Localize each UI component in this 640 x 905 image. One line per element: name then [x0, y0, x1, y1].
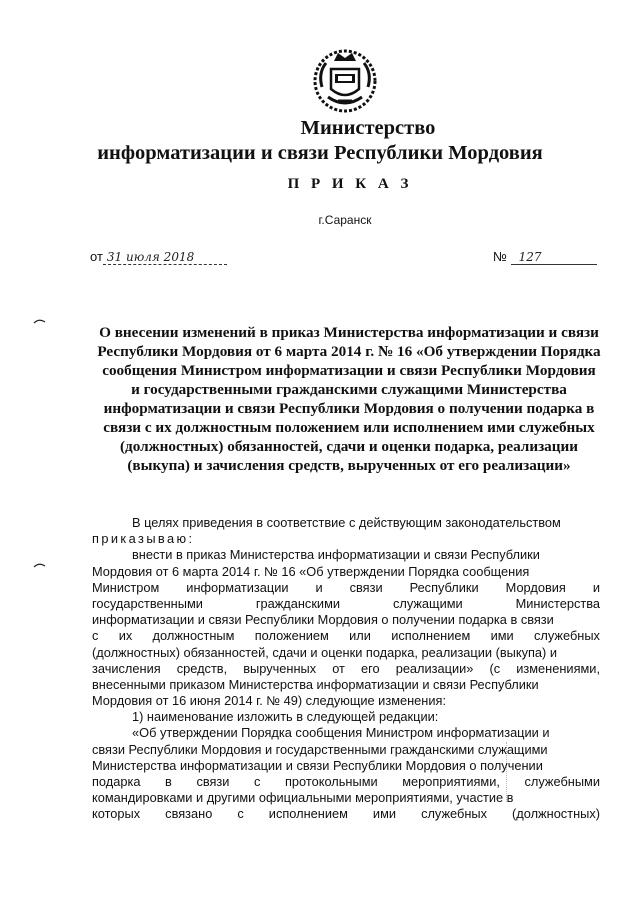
handwritten-date: 31 июля 2018	[103, 250, 227, 265]
order-title	[93, 323, 605, 475]
body-word: с	[92, 628, 99, 644]
document-type: П Р И К А З	[287, 176, 413, 192]
body-word: служащими	[392, 595, 463, 611]
body-word: от	[332, 660, 345, 676]
ministry-name-line2: информатизации и связи Республики Мордовия	[97, 142, 543, 164]
body-word: Министерства	[515, 595, 600, 611]
body-word: Мордовия	[505, 579, 566, 595]
body-word: зачисления	[92, 660, 161, 676]
body-word: ими	[372, 806, 397, 822]
body-line-justified	[92, 806, 600, 822]
handwritten-number: 127	[511, 250, 597, 265]
body-line: (должностных) обязанностей, сдачи и оценки подарка, реализации (выкупа) и	[92, 644, 558, 660]
body-word: в	[165, 774, 172, 789]
body-word: связи	[196, 774, 230, 789]
body-word: и	[315, 579, 323, 595]
body-word: их	[118, 628, 133, 644]
body-line: «Об утверждении Порядка сообщения Министром информатизации и	[132, 725, 550, 741]
title-line: информатизации и связи Республики Мордовия о получении подарка в	[103, 400, 595, 417]
body-line: внести в приказ Министерства информатизации и связи Республики	[132, 547, 540, 563]
body-line: В целях приведения в соответствие с действующим законодательством	[132, 515, 561, 530]
body-line-justified	[92, 628, 600, 644]
body-word: и	[592, 579, 600, 595]
body-line: информатизации и связи Республики Мордовия о получении подарка в связи	[92, 612, 554, 628]
body-word: его	[361, 660, 380, 676]
body-word: или	[349, 628, 371, 644]
body-word: служебных	[421, 806, 487, 822]
body-line: командировками и другими официальными мероприятиями, участие в	[92, 790, 514, 806]
body-word: государственными	[92, 595, 203, 611]
body-word: служебных	[534, 628, 600, 644]
body-word: Министром	[92, 579, 160, 595]
body-word: положением	[254, 628, 329, 644]
body-word: изменениями,	[516, 660, 600, 676]
order-body	[92, 515, 600, 823]
title-line: и государственными гражданскими служащими Министерства	[131, 381, 567, 398]
body-word: средств,	[176, 660, 228, 676]
body-word: служебными	[524, 774, 600, 789]
body-word: гражданскими	[255, 595, 341, 611]
body-word: Республики	[409, 579, 479, 595]
title-line: Республики Мордовия от 6 марта 2014 г. № 16 «Об утверждении Порядка	[97, 343, 601, 360]
mordovia-coat-of-arms-icon	[308, 43, 382, 115]
body-word: протокольными	[285, 774, 378, 789]
body-word: исполнением	[391, 628, 471, 644]
body-word: с	[237, 806, 244, 822]
body-word: ими	[490, 628, 514, 644]
body-line-justified	[92, 580, 600, 596]
body-line: приказываю:	[92, 531, 195, 547]
body-word: информатизации	[186, 579, 289, 595]
ministry-name-line1: Министерство	[300, 117, 436, 139]
body-word: (с	[489, 660, 501, 676]
body-line: 1) наименование изложить в следующей редакции:	[132, 709, 439, 725]
body-word: (должностных)	[512, 806, 600, 822]
body-line: Мордовия от 16 июня 2014 г. № 49) следующие изменения:	[92, 693, 447, 709]
body-line: Мордовия от 6 марта 2014 г. № 16 «Об утверждении Порядка сообщения	[92, 563, 530, 579]
title-line: (выкупа) и зачисления средств, вырученных от его реализации»	[127, 457, 571, 474]
body-line: внесенными приказом Министерства информатизации и связи Республики	[92, 676, 539, 692]
body-line-justified	[92, 774, 600, 790]
body-line-justified	[92, 661, 600, 677]
body-word: связано	[165, 806, 213, 822]
body-word: должностным	[152, 628, 235, 644]
scan-fold-mark	[33, 562, 46, 568]
number-field	[493, 249, 597, 265]
title-line: О внесении изменений в приказ Министерства информатизации и связи	[99, 324, 599, 341]
title-line: (должностных) обязанностей, сдачи и оценки подарка, реализации	[119, 438, 579, 455]
date-prefix: от	[90, 249, 103, 264]
body-word: исполнением	[268, 806, 348, 822]
title-line: связи с их должностным положением или исполнением ими служебных	[103, 419, 595, 436]
body-word: связи	[349, 579, 383, 595]
body-line-justified	[92, 596, 600, 612]
number-prefix: №	[493, 249, 507, 264]
body-word: с	[254, 774, 261, 789]
body-word: которых	[92, 806, 141, 822]
date-field	[90, 249, 227, 265]
body-line: Министерства информатизации и связи Республики Мордовия о получении	[92, 757, 543, 773]
body-word: мероприятиями,	[402, 774, 500, 789]
city-label: г.Саранск	[318, 213, 372, 227]
body-word: реализации»	[395, 660, 474, 676]
body-line: связи Республики Мордовия и государственными гражданскими служащими	[92, 741, 548, 757]
scan-fold-mark	[33, 318, 46, 324]
body-word: вырученных	[243, 660, 317, 676]
body-word: подарка	[92, 774, 141, 789]
title-line: сообщения Министром информатизации и связи Республики Мордовия	[102, 362, 596, 379]
